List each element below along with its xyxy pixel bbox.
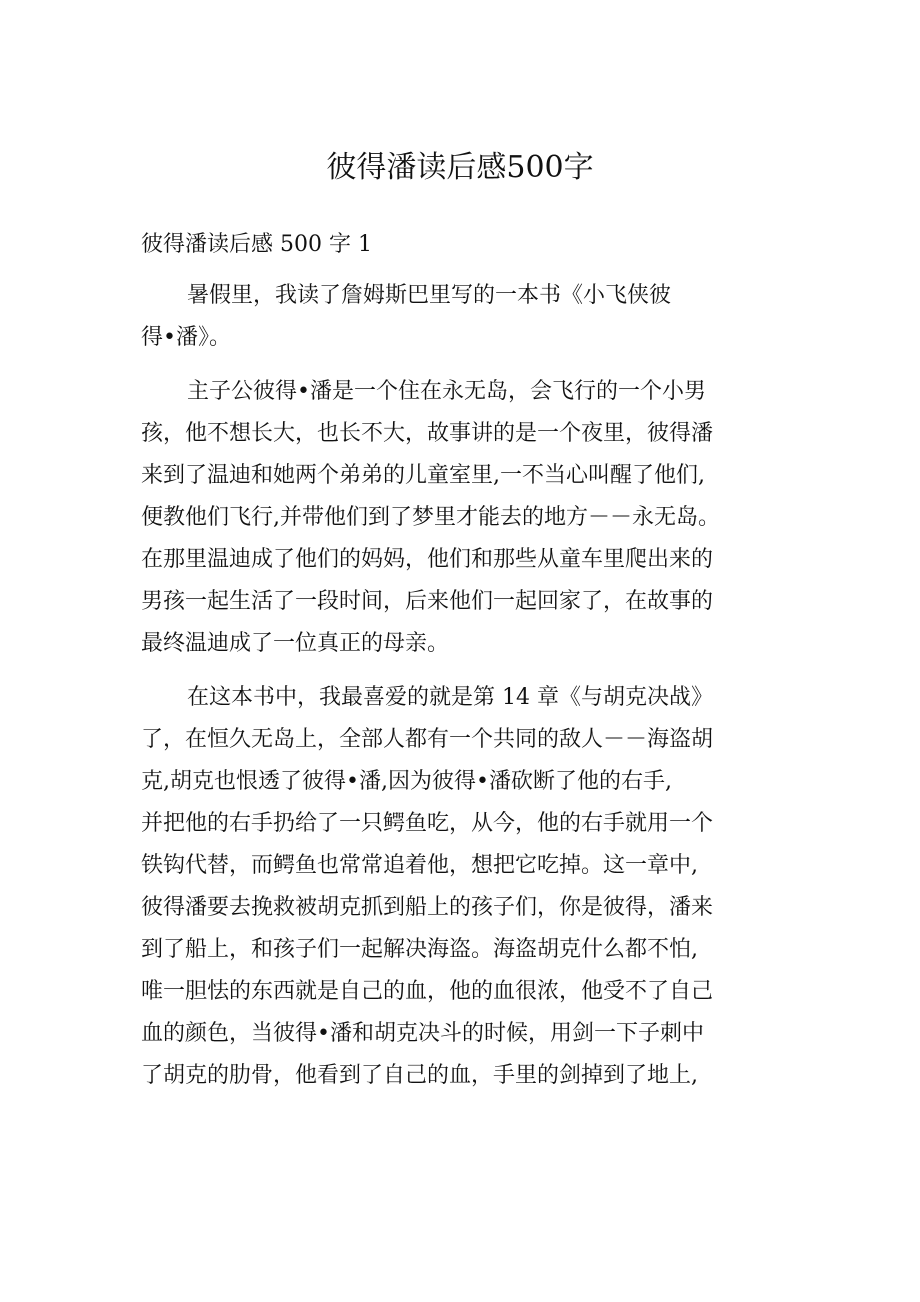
paragraph-line: 主子公彼得•潘是一个住在永无岛，会飞行的一个小男	[187, 379, 706, 404]
paragraph-line: 克,胡克也恨透了彼得•潘,因为彼得•潘砍断了他的右手,	[141, 769, 672, 794]
paragraph-1	[141, 275, 786, 359]
paragraph-line: 唯一胆怯的东西就是自己的血，他的血很浓，他受不了自己	[141, 979, 714, 1004]
paragraph-line: 并把他的右手扔给了一只鳄鱼吃，从今，他的右手就用一个	[141, 811, 714, 836]
paragraph-line: 了胡克的肋骨，他看到了自己的血，手里的剑掉到了地上,	[141, 1063, 698, 1088]
paragraph-line: 男孩一起生活了一段时间，后来他们一起回家了，在故事的	[141, 589, 714, 614]
paragraph-line: 在这本书中，我最喜爱的就是第 14 章《与胡克决战》	[187, 685, 713, 710]
paragraph-line: 在那里温迪成了他们的妈妈，他们和那些从童车里爬出来的	[141, 547, 714, 572]
paragraph-3	[141, 677, 786, 1097]
paragraph-line: 暑假里，我读了詹姆斯巴里写的一本书《小飞侠彼	[187, 283, 672, 308]
section-heading: 彼得潘读后感 500 字 1	[141, 232, 372, 257]
paragraph-line: 到了船上，和孩子们一起解决海盗。海盗胡克什么都不怕,	[141, 937, 698, 962]
paragraph-line: 来到了温迪和她两个弟弟的儿童室里,一不当心叫醒了他们,	[141, 463, 705, 488]
paragraph-line: 孩，他不想长大，也长不大，故事讲的是一个夜里，彼得潘	[141, 421, 714, 446]
paragraph-line: 便教他们飞行,并带他们到了梦里才能去的地方－－永无岛。	[141, 505, 720, 530]
paragraph-line: 铁钩代替，而鳄鱼也常常追着他，想把它吃掉。这一章中,	[141, 853, 698, 878]
paragraph-line: 彼得潘要去挽救被胡克抓到船上的孩子们，你是彼得，潘来	[141, 895, 714, 920]
document-body	[141, 275, 786, 1109]
paragraph-line: 得•潘》。	[141, 325, 231, 350]
paragraph-line: 血的颜色，当彼得•潘和胡克决斗的时候，用剑一下子刺中	[141, 1021, 704, 1046]
document-title: 彼得潘读后感500字	[326, 150, 594, 185]
paragraph-line: 最终温迪成了一位真正的母亲。	[141, 631, 450, 656]
paragraph-2	[141, 371, 786, 665]
paragraph-line: 了，在恒久无岛上，全部人都有一个共同的敌人－－海盗胡	[141, 727, 714, 752]
